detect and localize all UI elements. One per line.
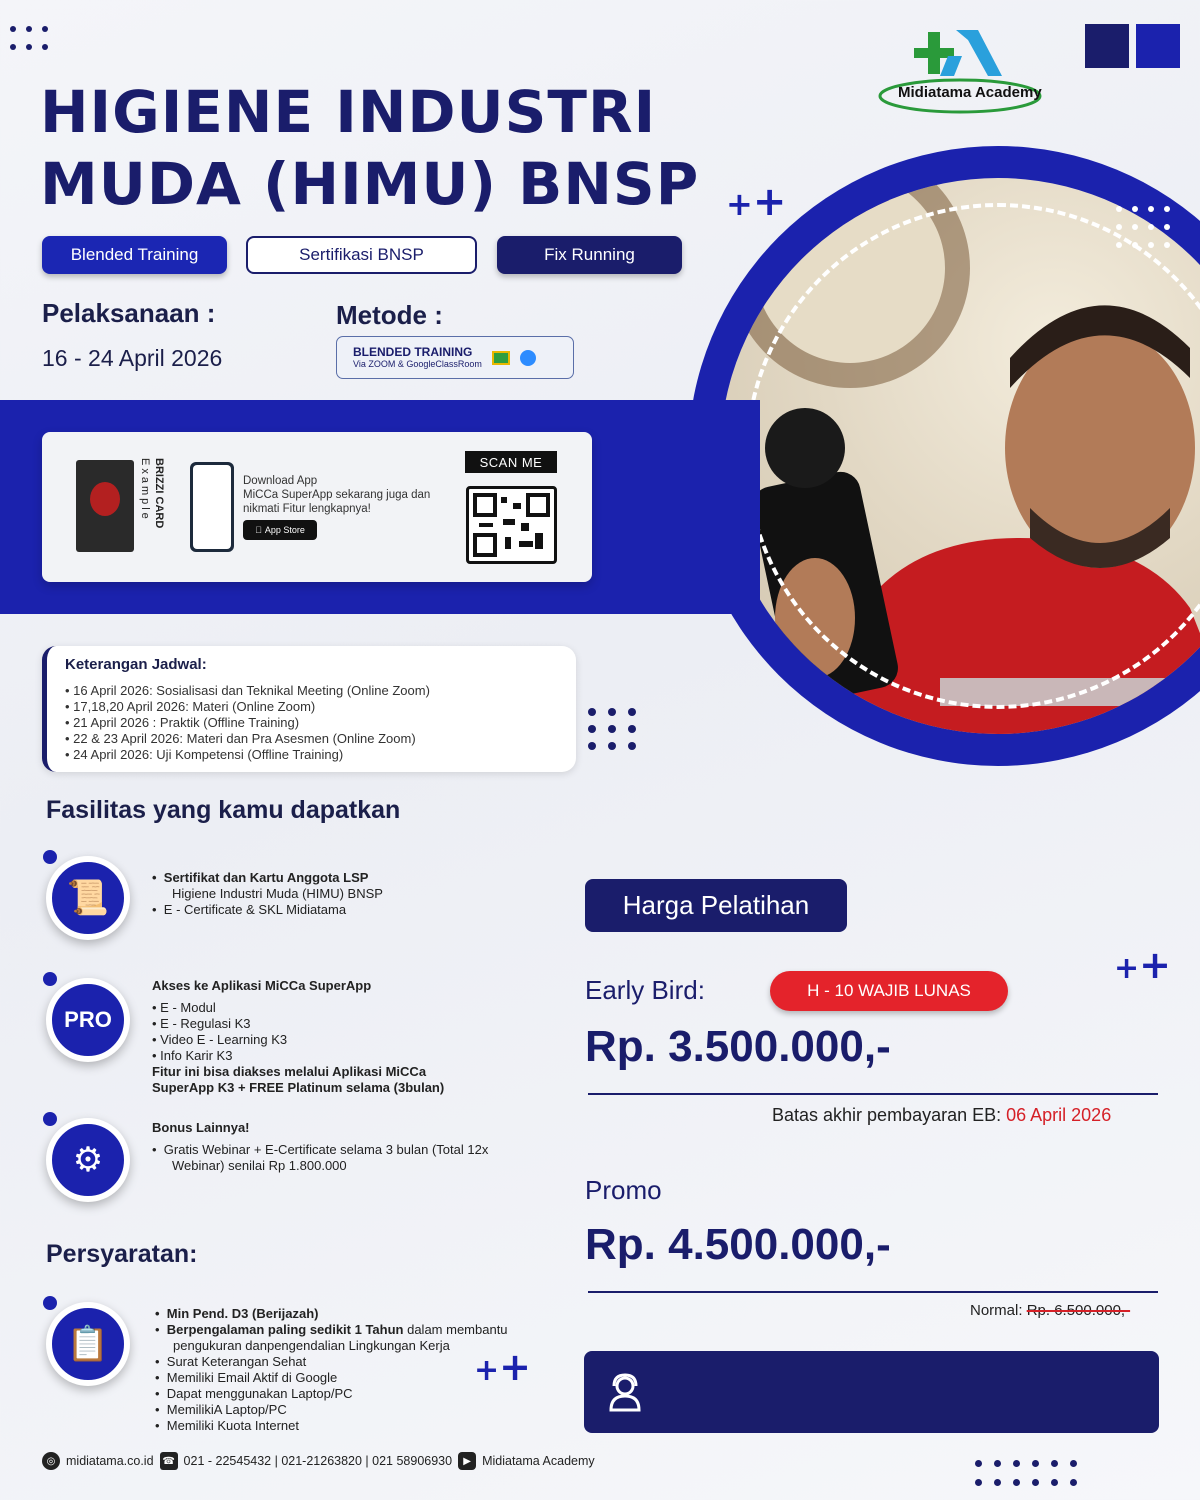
appstore-button[interactable] [243,520,317,540]
feature-3: Bonus Lainnya! • Gratis Webinar + E-Certificate selama 3 bulan (Total 12x Webinar) senilai Rp 1.800.000 [152,1120,532,1174]
footer-website[interactable]: midiatama.co.id [66,1454,154,1468]
page-title [40,76,740,220]
early-bird-label: Early Bird: [585,975,705,1005]
customer-service-icon [602,1369,648,1415]
decor-dots-top [10,26,48,50]
batas-pembayaran [772,1105,1111,1126]
feature-2 [152,978,512,1096]
micca-app-icon: PRO [46,978,130,1062]
feature-3-title: Bonus Lainnya! [152,1120,250,1135]
requirements-list: • Min Pend. D3 (Berijazah) • Berpengalaman paling sedikit 1 Tahun dalam membantu pengukuran danpengendalian Lingkungan Kerja • Surat Keterangan Sehat • Memiliki Email Aktif di Google • Dapat menggunakan Laptop/PC • MemilikiA Laptop/PC • Memiliki Kuota Internet [155,1306,555,1434]
requirement-item: Surat Keterangan Sehat [166,1354,307,1369]
feature-2-item: • E - Regulasi K3 [152,1016,512,1032]
requirement-item: Min Pend. D3 (Berijazah) [166,1306,319,1321]
footer [42,1452,595,1470]
decor-square-blue [1136,24,1180,68]
feature-3-line-2: Webinar) senilai Rp 1.800.000 [172,1158,347,1173]
checklist-icon: 📋 [46,1302,130,1386]
decor-dots-mid [588,708,636,750]
normal-price-value: Rp. 6.500.000,- [1026,1302,1131,1319]
brizzi-card-title: BRIZZI CARD [153,458,165,529]
batas-date: 06 April 2026 [1006,1105,1112,1125]
feature-2-title: Akses ke Aplikasi MiCCa SuperApp [152,978,372,993]
brizzi-card-label [136,458,166,554]
brand-name: Midiatama Academy [898,84,1042,101]
pelaksanaan-date: 16 - 24 April 2026 [42,345,223,371]
feature-dot [43,1112,57,1126]
requirement-item: Dapat menggunakan Laptop/PC [166,1386,353,1401]
brizzi-card-sub: Example [139,458,151,522]
feature-2-item: • E - Modul [152,1000,512,1016]
pelaksanaan-label: Pelaksanaan : [42,298,216,328]
globe-icon: ◎ [42,1452,60,1470]
feature-2-note-1: Fitur ini bisa diakses melalui Aplikasi MiCCa [152,1064,427,1079]
feature-dot [43,1296,57,1310]
title-line-2: MUDA (HIMU) BNSP [40,150,700,218]
tag-blended-training: Blended Training [42,236,227,274]
requirement-item-bold: Berpengalaman paling sedikit 1 Tahun [166,1322,404,1337]
schedule-title: Keterangan Jadwal: [65,656,207,673]
requirement-item-rest: dalam membantu [403,1322,508,1337]
sparkle-icon: ++ [474,1345,531,1389]
download-app-text: Download App MiCCa SuperApp sekarang juga dan nikmati Fitur lengkapnya! [243,475,431,515]
schedule-item: • 24 April 2026: Uji Kompetensi (Offline Training) [65,747,576,763]
schedule-item: • 16 April 2026: Sosialisasi dan Teknikal Meeting (Online Zoom) [65,683,576,699]
schedule-item: • 21 April 2026 : Praktik (Offline Training) [65,715,576,731]
decor-square-dark [1085,24,1129,68]
sparkle-icon: ++ [1114,943,1171,987]
footer-youtube[interactable]: Midiatama Academy [482,1454,595,1468]
early-bird-price: Rp. 3.500.000,- [585,1022,891,1071]
requirement-item: Memiliki Email Aktif di Google [166,1370,338,1385]
classroom-icon [492,351,510,365]
promo-label: Promo [585,1175,662,1205]
schedule-item: • 17,18,20 April 2026: Materi (Online Zoom) [65,699,576,715]
schedule-item: • 22 & 23 April 2026: Materi dan Pra Asesmen (Online Zoom) [65,731,576,747]
brizzi-card-image [76,460,134,552]
feature-3-line-1: Gratis Webinar + E-Certificate selama 3 bulan (Total 12x [163,1142,489,1157]
batas-label: Batas akhir pembayaran EB: [772,1105,1007,1125]
requirement-item: Memiliki Kuota Internet [166,1418,300,1433]
normal-price [970,1302,1130,1319]
divider [588,1093,1158,1095]
feature-1-line-1: Sertifikat dan Kartu Anggota LSP [163,870,369,885]
phone-icon: ☎ [160,1452,178,1470]
youtube-icon: ▶ [458,1452,476,1470]
metode-sub: Via ZOOM & GoogleClassRoom [353,359,482,369]
zoom-icon [520,350,536,366]
scan-me-label: SCAN ME [465,451,557,473]
sparkle-icon: ++ [726,179,787,225]
feature-2-item: • Info Karir K3 [152,1048,512,1064]
apple-icon [255,525,262,535]
midiatama-logo-icon [878,26,1048,118]
schedule-card [42,646,576,772]
normal-label: Normal: [970,1302,1027,1319]
feature-dot [43,972,57,986]
persyaratan-title: Persyaratan: [46,1240,198,1268]
appstore-label: App Store [261,525,302,535]
title-line-1: HIGIENE INDUSTRI [40,78,657,146]
requirement-item-cont: pengukuran danpengendalian Lingkungan Kerja [173,1338,450,1353]
pricing-header: Harga Pelatihan [585,879,847,932]
contact-bar[interactable] [584,1351,1159,1433]
qr-code[interactable] [466,486,557,564]
feature-dot [43,850,57,864]
divider [588,1291,1158,1293]
gears-user-icon: ⚙ [46,1118,130,1202]
feature-1: • Sertifikat dan Kartu Anggota LSP Higiene Industri Muda (HIMU) BNSP • E - Certificate & SKL Midiatama [152,870,472,918]
promo-price: Rp. 4.500.000,- [585,1220,891,1269]
fasilitas-title: Fasilitas yang kamu dapatkan [46,796,401,824]
metode-title: BLENDED TRAINING [353,345,473,359]
metode-label: Metode : [336,300,443,330]
feature-1-line-3: E - Certificate & SKL Midiatama [163,902,347,917]
requirement-item: MemilikiA Laptop/PC [166,1402,287,1417]
tag-sertifikasi: Sertifikasi BNSP [246,236,477,274]
feature-2-item: • Video E - Learning K3 [152,1032,512,1048]
feature-1-line-2: Higiene Industri Muda (HIMU) BNSP [172,886,383,901]
decor-dots-bottom [975,1460,1077,1486]
metode-box [336,336,574,379]
wajib-lunas-badge: H - 10 WAJIB LUNAS [770,971,1008,1011]
certificate-icon: 📜 [46,856,130,940]
phone-mockup [190,462,234,552]
decor-dots-photo [1116,206,1170,248]
footer-phones: 021 - 22545432 | 021-21263820 | 021 58906930 [183,1454,453,1468]
tag-fix-running: Fix Running [497,236,682,274]
feature-2-note-2: SuperApp K3 + FREE Platinum selama (3bulan) [152,1080,445,1095]
